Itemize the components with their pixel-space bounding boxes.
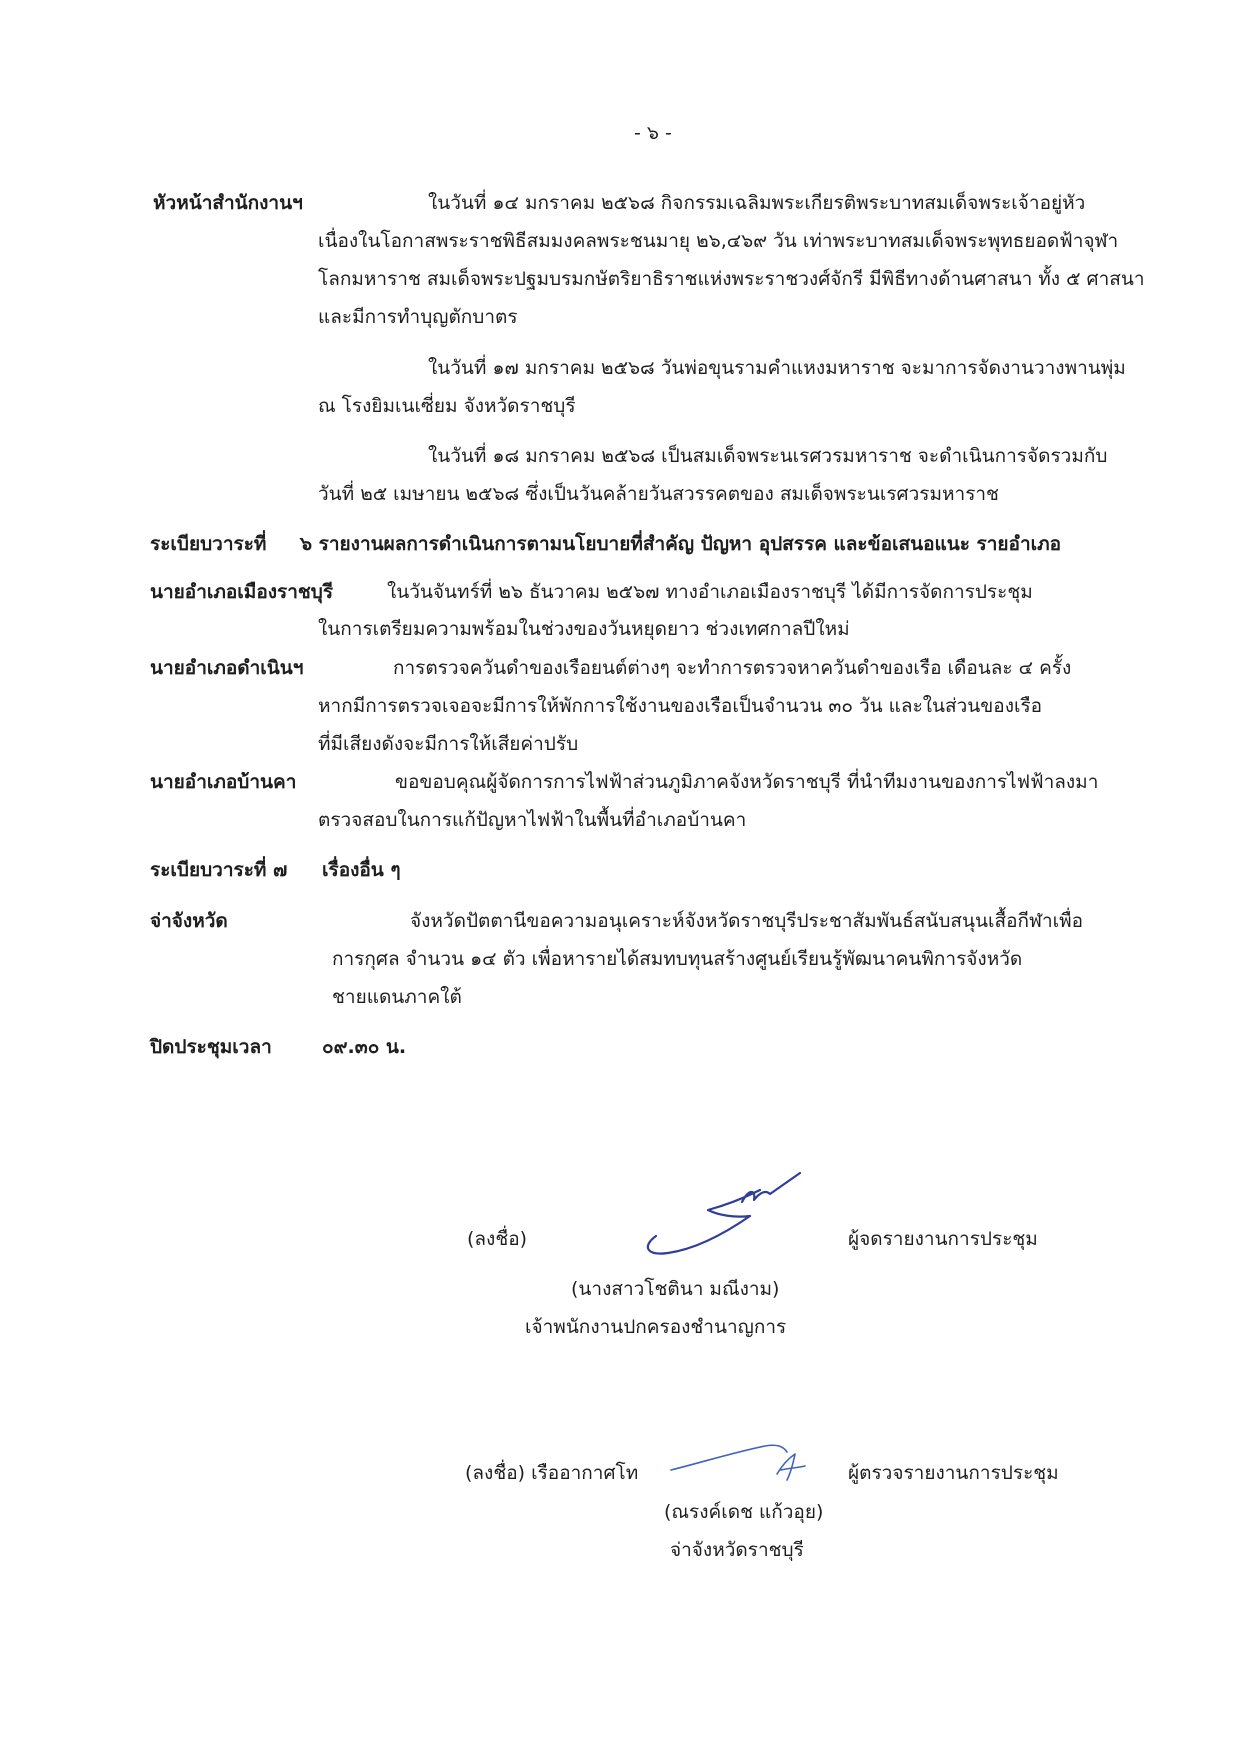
sign2-label: (ลงชื่อ) เรืออากาศโท	[465, 1462, 639, 1484]
other-line2: การกุศล จำนวน ๑๔ ตัว เพื่อหารายได้สมทบทุนสร้างศูนย์เรียนรู้พัฒนาคนพิการจังหวัด	[332, 948, 1023, 970]
speaker-ban-kha: นายอำเภอบ้านคา	[150, 771, 297, 793]
sign2-name: (ณรงค์เดช แก้วอุย)	[664, 1501, 824, 1523]
agenda6-label: ระเบียบวาระที่	[150, 533, 267, 555]
district3-line1: ขอขอบคุณผู้จัดการการไฟฟ้าส่วนภูมิภาคจังหวัดราชบุรี ที่นำทีมงานของการไฟฟ้าลงมา	[395, 771, 1099, 793]
speaker-office-head: หัวหน้าสำนักงานฯ	[153, 192, 303, 214]
closing-label: ปิดประชุมเวลา	[150, 1036, 272, 1058]
district2-line3: ที่มีเสียงดังจะมีการให้เสียค่าปรับ	[318, 733, 579, 755]
district2-line1: การตรวจควันดำของเรือยนต์ต่างๆ จะทำการตรวจหาควันดำของเรือ เดือนละ ๔ ครั้ง	[393, 657, 1072, 679]
speaker-mueang-ratchaburi: นายอำเภอเมืองราชบุรี	[150, 581, 334, 603]
district1-line2: ในการเตรียมความพร้อมในช่วงของวันหยุดยาว ช่วงเทศกาลปีใหม่	[318, 618, 850, 640]
other-line1: จังหวัดปัตตานีขอความอนุเคราะห์จังหวัดราชบุรีประชาสัมพันธ์สนับสนุนเสื้อกีฬาเพื่อ	[410, 910, 1084, 932]
para2-line2: ณ โรงยิมเนเซี่ยม จังหวัดราชบุรี	[318, 395, 576, 417]
agenda7-label: ระเบียบวาระที่ ๗	[150, 859, 288, 881]
district3-line2: ตรวจสอบในการแก้ปัญหาไฟฟ้าในพื้นที่อำเภอบ้านคา	[318, 809, 747, 831]
closing-time: ๐๙.๓๐ น.	[322, 1036, 407, 1058]
para1-line1: ในวันที่ ๑๔ มกราคม ๒๕๖๘ กิจกรรมเฉลิมพระเกียรติพระบาทสมเด็จพระเจ้าอยู่หัว	[428, 192, 1086, 214]
sign1-label: (ลงชื่อ)	[467, 1228, 528, 1250]
para1-line2: เนื่องในโอกาสพระราชพิธีสมมงคลพระชนมายุ ๒๖,๔๖๙ วัน เท่าพระบาทสมเด็จพระพุทธยอดฟ้าจุฬา	[318, 230, 1119, 252]
para3-line1: ในวันที่ ๑๘ มกราคม ๒๕๖๘ เป็นสมเด็จพระนเรศวรมหาราช จะดำเนินการจัดรวมกับ	[428, 445, 1108, 467]
signature-image-1	[638, 1160, 808, 1260]
para1-line3: โลกมหาราช สมเด็จพระปฐมบรมกษัตริยาธิราชแห่งพระราชวงศ์จักรี มีพิธีทางด้านศาสนา ทั้ง ๕ ศาสนา	[318, 268, 1145, 290]
para2-line1: ในวันที่ ๑๗ มกราคม ๒๕๖๘ วันพ่อขุนรามคำแหงมหาราช จะมาการจัดงานวางพานพุ่ม	[428, 357, 1126, 379]
para3-line2: วันที่ ๒๕ เมษายน ๒๕๖๘ ซึ่งเป็นวันคล้ายวันสวรรคตของ สมเด็จพระนเรศวรมหาราช	[318, 483, 999, 505]
agenda6-title: ๖ รายงานผลการดำเนินการตามนโยบายที่สำคัญ ปัญหา อุปสรรค และข้อเสนอแนะ รายอำเภอ	[300, 533, 1062, 555]
page-number: - ๖ -	[634, 122, 672, 144]
agenda7-title: เรื่องอื่น ๆ	[322, 859, 401, 881]
para1-line4: และมีการทำบุญตักบาตร	[318, 306, 518, 328]
other-line3: ชายแดนภาคใต้	[332, 986, 462, 1008]
sign2-role: ผู้ตรวจรายงานการประชุม	[848, 1462, 1059, 1484]
sign1-position: เจ้าพนักงานปกครองชำนาญการ	[525, 1316, 787, 1338]
district2-line2: หากมีการตรวจเจอจะมีการให้พักการใช้งานของเรือเป็นจำนวน ๓๐ วัน และในส่วนของเรือ	[318, 695, 1043, 717]
sign1-role: ผู้จดรายงานการประชุม	[848, 1228, 1038, 1250]
speaker-provincial-clerk: จ่าจังหวัด	[150, 910, 228, 932]
speaker-damnoen: นายอำเภอดำเนินฯ	[150, 657, 304, 679]
district1-line1: ในวันจันทร์ที่ ๒๖ ธันวาคม ๒๕๖๗ ทางอำเภอเมืองราชบุรี ได้มีการจัดการประชุม	[387, 581, 1033, 603]
sign1-name: (นางสาวโชตินา มณีงาม)	[571, 1278, 780, 1300]
signature-image-2	[665, 1432, 825, 1494]
sign2-position: จ่าจังหวัดราชบุรี	[670, 1539, 804, 1561]
